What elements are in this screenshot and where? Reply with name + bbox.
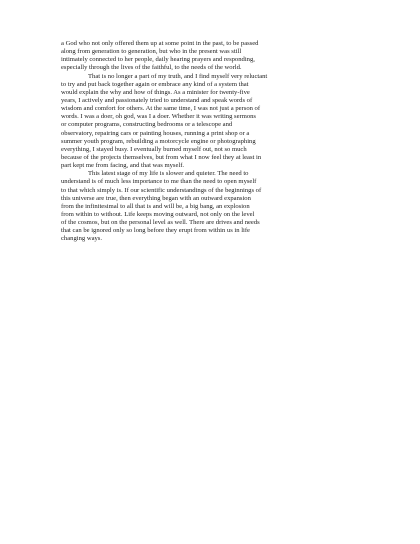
text-line: that can be ignored only so long before they erupt from within us in life xyxy=(61,227,250,235)
text-line: understand is of much less importance to me than the need to open myself xyxy=(61,178,257,186)
body-text xyxy=(61,40,381,244)
text-line: especially through the lives of the faithful, to the needs of the world. xyxy=(61,64,242,72)
text-line: changing ways. xyxy=(61,235,103,243)
text-line: because of the projects themselves, but from what I now feel they at least in xyxy=(61,153,262,161)
paragraph-first-line: That is no longer a part of my truth, and I find myself very reluctant xyxy=(88,72,268,80)
text-line: years, I actively and passionately tried to understand and speak words of xyxy=(61,96,253,104)
text-line: along from generation to generation, but who in the present was still xyxy=(61,48,242,56)
text-line: this universe are true, then everything began with an outward expansion xyxy=(61,194,251,202)
text-line: to that which simply is. If our scientific understandings of the beginnings of xyxy=(61,186,262,194)
text-line: part kept me from facing, and that was myself. xyxy=(61,162,185,170)
text-line: words. I was a doer, oh god, was I a doer. Whether it was writing sermons xyxy=(61,113,257,121)
paragraph-first-line: This latest stage of my life is slower and quieter. The need to xyxy=(88,170,249,178)
text-line: wisdom and comfort for others. At the same time, I was not just a person of xyxy=(61,105,261,113)
text-line: observatory, repairing cars or painting houses, running a print shop or a xyxy=(61,129,250,137)
text-line: everything, I stayed busy. I eventually burned myself out, not so much xyxy=(61,145,247,153)
text-line: to try and put back together again or embrace any kind of a system that xyxy=(61,80,249,88)
text-line: intimately connected to her people, daily hearing prayers and responding, xyxy=(61,56,255,64)
text-line: would explain the why and how of things. As a minister for twenty-five xyxy=(61,88,250,96)
text-line: of the cosmos, but on the personal level as well. There are drives and needs xyxy=(61,219,260,227)
text-line: from within to without. Life keeps moving outward, not only on the level xyxy=(61,210,255,218)
text-line: or computer programs, constructing bedrooms or a telescope and xyxy=(61,121,233,129)
text-line: from the infinitesimal to all that is and will be, a big bang, an explosion xyxy=(61,202,250,210)
text-line: a God who not only offered them up at some point in the past, to be passed xyxy=(61,40,259,47)
text-line: summer youth program, rebuilding a motorcycle engine or photographing xyxy=(61,137,256,145)
